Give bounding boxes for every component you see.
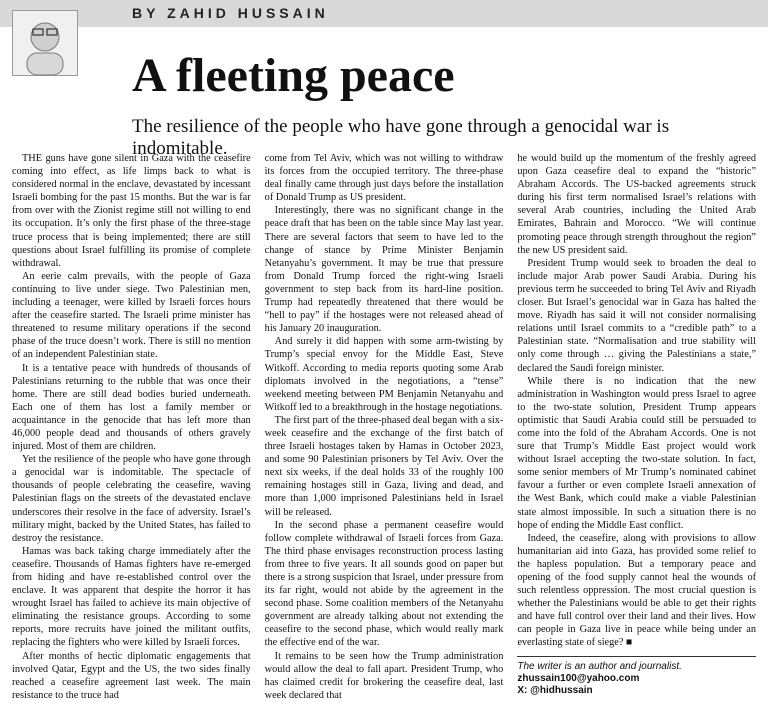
author-x-handle: X: @hidhussain (517, 684, 593, 696)
paragraph: After months of hectic diplomatic engagements that involved Qatar, Egypt and the US, the two sides finally reached a ceasefire agreement last week. The main resistance to the truce had (12, 650, 251, 701)
column-2 (264, 152, 504, 701)
author-email: zhussain100@yahoo.com (517, 672, 640, 684)
paragraph: he would build up the momentum of the freshly agreed upon Gaza ceasefire deal to expand the “historic” Abraham Accords. The US-backed agreements struck during his first term normalised Israel’s relations with several Arab countries, including the United Arab Emirates, Bahrain and Morocco. “We will continue promoting peace through strength throughout the region” the new US president said. (517, 153, 757, 256)
subhead: The resilience of the people who have gone through a genocidal war is indomitable. (132, 116, 670, 159)
article-columns (12, 152, 757, 701)
header-band (0, 0, 768, 27)
column-3 (517, 152, 757, 696)
paragraph: President Trump would seek to broaden the deal to include major Arab power Saudi Arabia. During his previous term he succeeded to bring Tel Aviv and Riyadh closer. But Israel’s genocidal war in Gaza has halted the move. Riyadh has said it will not consider normalising relations until Israel commits to a “credible path” to a Palestinian state. “Normalisation and true stability will only come through … giving the Palestinians a state,” declared the Saudi foreign minister. (517, 257, 757, 374)
paragraph: It remains to be seen how the Trump administration would allow the deal to fall apart. President Trump, who has claimed credit for brokering the ceasefire deal, last week declared that (264, 650, 504, 701)
paragraph: It is a tentative peace with hundreds of thousands of Palestinians returning to the rubble that was once their home. There are still dead bodies buried underneath. Each one of them has lost a family member or acquaintance in the genocide that has left more than 46,000 people dead and thousands of others gravely injured. Most of them are children. (12, 362, 251, 453)
paragraph: In the second phase a permanent ceasefire would follow complete withdrawal of Israeli forces from Gaza. The third phase envisages reconstruction process lasting from three to five years. It all sounds good on paper but there is a strong suspicion that Israel, under pressure from its far right, would not abide by the agreement in the second phase. Some coalition members of the Netanyahu government are already talking about not extending the ceasefire to the second phase, which would really mark the effective end of the war. (264, 519, 504, 649)
paragraph: While there is no indication that the new administration in Washington would press Israel to agree to the two-state solution, President Trump appears optimistic that Saudi Arabia could still be persuaded to come into the fold of the Abraham Accords. One is not sure that Trump’s Middle East project would work without Israel accepting the two-state solution. In fact, some senior members of Mr Trump’s nominated cabinet favour a further or even complete Israeli annexation of the West Bank, which could make a viable Palestinian state almost impossible. In such a situation there is no hope of ending the Middle East conflict. (517, 375, 757, 531)
paragraph: Indeed, the ceasefire, along with provisions to allow humanitarian aid into Gaza, has provided some relief to the hapless population. But a temporary peace and opening of the food supply cannot heal the wounds of such relentless oppression. The most crucial question is whether the Palestinians would be able to get their rights and have full control over their land and their lives. How can people in Gaza live in peace while being under an everlasting state of siege? ■ (517, 532, 757, 649)
paragraph: The first part of the three-phased deal began with a six-week ceasefire and the exchange of the first batch of three Israeli hostages taken by Hamas in October 2023, and some 90 Palestinian prisoners by Tel Aviv. Over the next six weeks, if the deal holds 33 of the roughly 100 remaining hostages still in Gaza, living and dead, and more than 1,000 imprisoned Palestinians held in Israel will be released. (264, 414, 504, 518)
paragraph: An eerie calm prevails, with the people of Gaza continuing to live under siege. Two Palestinian men, including a teenager, were killed by Israeli forces hours after the ceasefire started. The Israeli prime minister has threatened to resume military operations if the second phase of the truce doesn’t work. There is still no mention of an independent Palestinian state. (12, 270, 251, 361)
paragraph: THE guns have gone silent in Gaza with the ceasefire coming into effect, as life limps back to what is considered normal in the enclave, devastated by incessant Israeli bombing for the past 15 months. But the war is far from over with the Zionist regime still not willing to end its occupation. It’s only the first phase of the three-stage truce process that is being implemented; there are still questions about Israel fulfilling its promise of complete withdrawal. (12, 153, 251, 269)
headline: A fleeting peace (132, 49, 455, 102)
paragraph: Interestingly, there was no significant change in the peace draft that has been on the table since May last year. There are several factors that seem to have led to the change of stance by Prime Minister Benjamin Netanyahu’s government. It may be true that pressure from Donald Trump forced the right-wing Israeli government to step back from its hard-line position. Trump had repeatedly threatened that there would be “hell to pay” if the hostages were not released ahead of his January 20 inauguration. (264, 205, 504, 335)
byline: BY ZAHID HUSSAIN (132, 5, 329, 21)
paragraph: And surely it did happen with some arm-twisting by Trump’s special envoy for the Middle East, Steve Witkoff. According to media reports quoting some Arab diplomats involved in the negotiations, a “tense” weekend meeting between PM Benjamin Netanyahu and Witkoff led to a breakthrough in the hostage negotiations. (264, 336, 504, 413)
author-role: The writer is an author and journalist. (517, 660, 682, 672)
paragraph: Hamas was back taking charge immediately after the ceasefire. Thousands of Hamas fighters have re-emerged from hiding and have re-established control over the enclave. It was apparent that despite the horror it has wrought Israel has failed to achieve its main objective of eliminating the resistance groups. According to some reports, more recruits have joined the militant outfits, replacing the fighters who were killed by Israeli forces. (12, 545, 251, 649)
author-photo (12, 10, 78, 76)
paragraph: come from Tel Aviv, which was not willing to withdraw its forces from the occupied territory. The three-phase deal finally came through just days before the installation of Donald Trump as US president. (264, 153, 504, 204)
paragraph: Yet the resilience of the people who have gone through a genocidal war is indomitable. The spectacle of thousands of people celebrating the ceasefire, waving Palestinian flags on the streets of the devastated enclave underscores their resolve in the face of adversity. Israel’s military might, backed by the United States, has failed to destroy the resistance. (12, 454, 251, 544)
author-footer (517, 656, 756, 697)
column-1 (12, 152, 251, 701)
author-portrait-icon (13, 11, 77, 75)
